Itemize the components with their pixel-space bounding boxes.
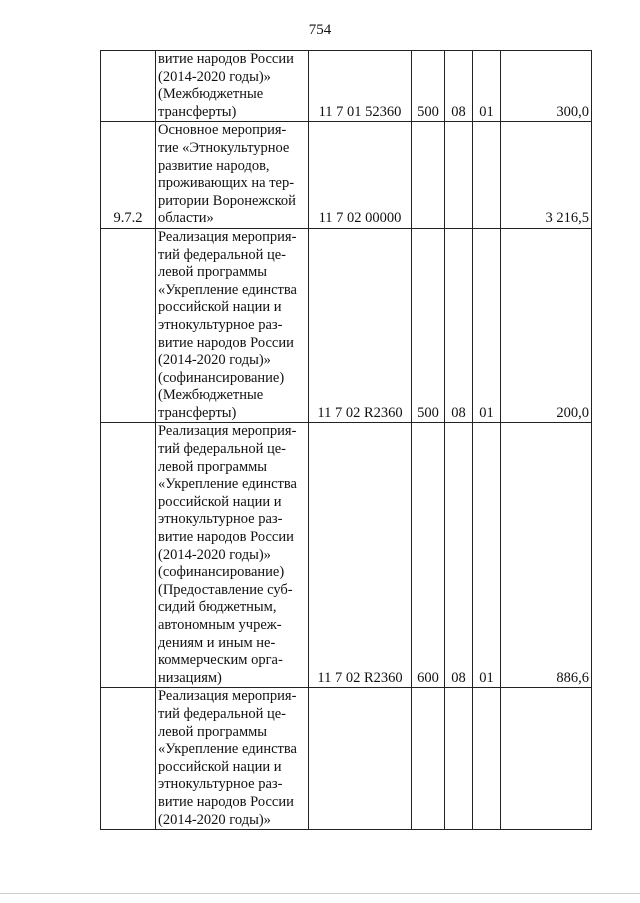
item-name-cell xyxy=(156,122,309,229)
item-name-line: Основное мероприя- xyxy=(158,122,287,139)
item-name-line: тий федеральной це- xyxy=(158,441,287,458)
budget-table-body xyxy=(101,51,592,830)
item-name-line: сидий бюджетным, xyxy=(158,599,277,616)
item-name-line: «Укрепление единства xyxy=(158,476,297,493)
subsection-cell xyxy=(473,122,501,229)
expense-type-cell: 500 xyxy=(412,51,445,122)
page-number: 754 xyxy=(308,22,332,38)
item-name-line: (Межбюджетные xyxy=(158,387,264,404)
item-name-line: Реализация мероприя- xyxy=(158,228,297,245)
target-article-code-cell: 11 7 02 R2360 xyxy=(309,228,412,423)
item-number-cell xyxy=(101,51,156,122)
item-name-line: автономным учреж- xyxy=(158,617,282,633)
amount-cell: 200,0 xyxy=(501,228,592,423)
item-name-line: низациям) xyxy=(158,669,222,686)
item-name-line: витие народов России xyxy=(158,51,294,67)
item-name-line: российской нации и xyxy=(158,493,282,510)
section-cell: 08 xyxy=(445,423,473,688)
item-name-line: Реализация мероприя- xyxy=(158,423,297,440)
item-number-cell xyxy=(101,423,156,688)
item-name-line: трансферты) xyxy=(158,103,237,120)
item-name-line: «Укрепление единства xyxy=(158,741,297,758)
item-number-cell xyxy=(101,228,156,423)
table-row xyxy=(101,688,592,830)
target-article-code-cell: 11 7 02 R2360 xyxy=(309,423,412,688)
item-name-line: «Укрепление единства xyxy=(158,281,297,298)
section-cell xyxy=(445,122,473,229)
item-name-line: дениям и иным не- xyxy=(158,634,276,651)
table-row xyxy=(101,122,592,229)
expense-type-cell xyxy=(412,122,445,229)
item-name-line: тий федеральной це- xyxy=(158,705,287,722)
item-name-line: этнокультурное раз- xyxy=(158,776,283,793)
item-name-line: этнокультурное раз- xyxy=(158,316,283,333)
item-name-line: витие народов России xyxy=(158,334,294,351)
item-name-line: ритории Воронежской xyxy=(158,192,296,209)
item-name-cell xyxy=(156,688,309,830)
expense-type-cell xyxy=(412,688,445,830)
section-cell: 08 xyxy=(445,228,473,423)
subsection-cell: 01 xyxy=(473,228,501,423)
item-name-line: левой программы xyxy=(158,723,268,740)
amount-cell: 886,6 xyxy=(501,423,592,688)
budget-table xyxy=(100,50,592,830)
item-name-line: (софинансирование) xyxy=(158,369,285,386)
scan-edge-line xyxy=(0,893,640,894)
item-name-line: тие «Этнокультурное xyxy=(158,139,290,156)
target-article-code-cell: 11 7 02 00000 xyxy=(309,122,412,229)
amount-cell xyxy=(501,688,592,830)
subsection-cell xyxy=(473,688,501,830)
item-name-line: (2014-2020 годы)» xyxy=(158,352,271,369)
section-cell: 08 xyxy=(445,51,473,122)
amount-cell: 3 216,5 xyxy=(501,122,592,229)
item-name-line: левой программы xyxy=(158,458,268,475)
item-number-cell xyxy=(101,688,156,830)
item-name-line: тий федеральной це- xyxy=(158,246,287,263)
item-name-line: (Предоставление суб- xyxy=(158,581,293,598)
item-name-line: Реализация мероприя- xyxy=(158,688,297,705)
subsection-cell: 01 xyxy=(473,51,501,122)
item-name-line: витие народов России xyxy=(158,529,294,546)
item-name-line: (Межбюджетные xyxy=(158,86,264,103)
table-row xyxy=(101,423,592,688)
item-name-line: трансферты) xyxy=(158,404,237,421)
item-name-line: (2014-2020 годы)» xyxy=(158,546,271,563)
item-name-line: витие народов России xyxy=(158,793,294,810)
item-name-cell xyxy=(156,423,309,688)
item-name-line: этнокультурное раз- xyxy=(158,511,283,528)
target-article-code-cell xyxy=(309,688,412,830)
item-name-line: левой программы xyxy=(158,264,268,281)
item-name-line: (софинансирование) xyxy=(158,564,285,581)
section-cell xyxy=(445,688,473,830)
item-name-line: российской нации и xyxy=(158,299,282,316)
item-number-cell: 9.7.2 xyxy=(101,122,156,229)
item-name-line: (2014-2020 годы)» xyxy=(158,68,271,85)
expense-type-cell: 500 xyxy=(412,228,445,423)
item-name-line: проживающих на тер- xyxy=(158,175,295,192)
table-row xyxy=(101,228,592,423)
target-article-code-cell: 11 7 01 52360 xyxy=(309,51,412,122)
item-name-cell xyxy=(156,228,309,423)
item-name-line: развитие народов, xyxy=(158,157,270,174)
subsection-cell: 01 xyxy=(473,423,501,688)
amount-cell: 300,0 xyxy=(501,51,592,122)
item-name-line: коммерческим орга- xyxy=(158,652,283,669)
item-name-cell xyxy=(156,51,309,122)
table-row xyxy=(101,51,592,122)
expense-type-cell: 600 xyxy=(412,423,445,688)
item-name-line: области» xyxy=(158,210,214,227)
item-name-line: российской нации и xyxy=(158,758,282,775)
item-name-line: (2014-2020 годы)» xyxy=(158,811,271,828)
